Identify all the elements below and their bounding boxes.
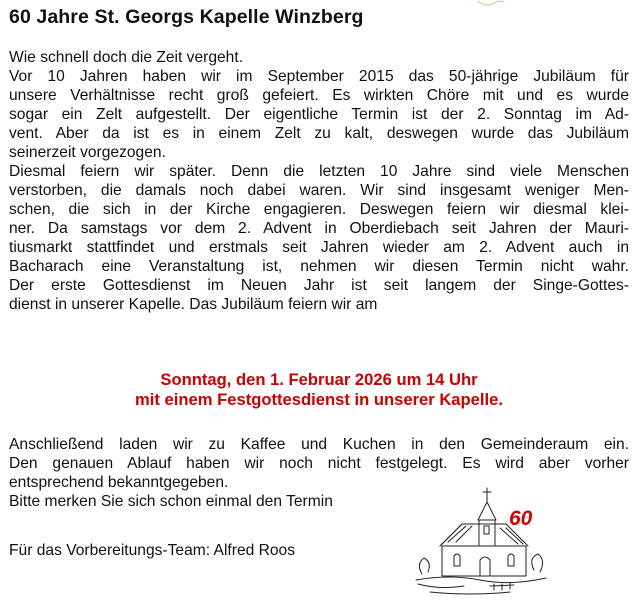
closing-line: entsprechend bekanntgegeben. bbox=[9, 474, 229, 491]
event-announcement bbox=[0, 370, 638, 410]
body-line: seinerzeit vorgezogen. bbox=[9, 144, 166, 161]
closing-line: Bitte merken Sie sich schon einmal den Termin bbox=[9, 493, 333, 510]
body-line: unsere Verhältnisse recht groß gefeiert. Es wirkten Chöre mit und es wurde bbox=[9, 87, 629, 104]
announcement-date: Sonntag, den 1. Februar 2026 um 14 Uhr bbox=[160, 370, 478, 389]
anniversary-number: 60 bbox=[509, 507, 533, 530]
announcement-detail: mit einem Festgottesdienst in unserer Kapelle. bbox=[135, 390, 503, 409]
body-line: tiusmarkt stattfindet und erstmals seit Jahren wieder am 2. Advent auch in bbox=[9, 239, 629, 256]
body-line: schen, die sich in der Kirche engagieren. Deswegen feiern wir diesmal klei- bbox=[9, 201, 629, 218]
body-line: Wie schnell doch die Zeit vergeht. bbox=[9, 49, 244, 66]
closing-line: Den genauen Ablauf haben wir noch nicht festgelegt. Es wird aber vorher bbox=[9, 455, 629, 472]
body-line: ner. Da samstags vor dem 2. Advent in Oberdiebach seit Jahren der Mauri- bbox=[9, 220, 629, 237]
article-title: 60 Jahre St. Georgs Kapelle Winzberg bbox=[9, 6, 364, 28]
body-line: vent. Aber da ist es in einem Zelt zu kalt, deswegen wurde das Jubiläum bbox=[9, 125, 629, 142]
body-line: Der erste Gottesdienst im Neuen Jahr ist seit langem der Singe-Gottes- bbox=[9, 277, 629, 294]
body-line: sogar ein Zelt aufgestellt. Der eigentliche Termin ist der 2. Sonntag im Ad- bbox=[9, 106, 629, 123]
body-line: Vor 10 Jahren haben wir im September 2015 das 50-jährige Jubiläum für bbox=[9, 68, 629, 85]
closing-line: Anschließend laden wir zu Kaffee und Kuchen in den Gemeinderaum ein. bbox=[9, 436, 629, 453]
body-line: verstorben, die damals noch dabei waren. Wir sind insgesamt weniger Men- bbox=[9, 182, 629, 199]
body-line: dienst in unserer Kapelle. Das Jubiläum feiern wir am bbox=[9, 296, 378, 313]
corner-ornament-icon bbox=[476, 0, 506, 8]
signature: Für das Vorbereitungs-Team: Alfred Roos bbox=[9, 542, 296, 559]
article-body bbox=[9, 48, 629, 314]
body-line: Diesmal feiern wir später. Denn die letzten 10 Jahre sind viele Menschen bbox=[9, 163, 629, 180]
church-drawing-icon bbox=[410, 484, 550, 602]
body-line: Bacharach eine Veranstaltung ist, nehmen wir diesen Termin nicht wahr. bbox=[9, 258, 629, 275]
